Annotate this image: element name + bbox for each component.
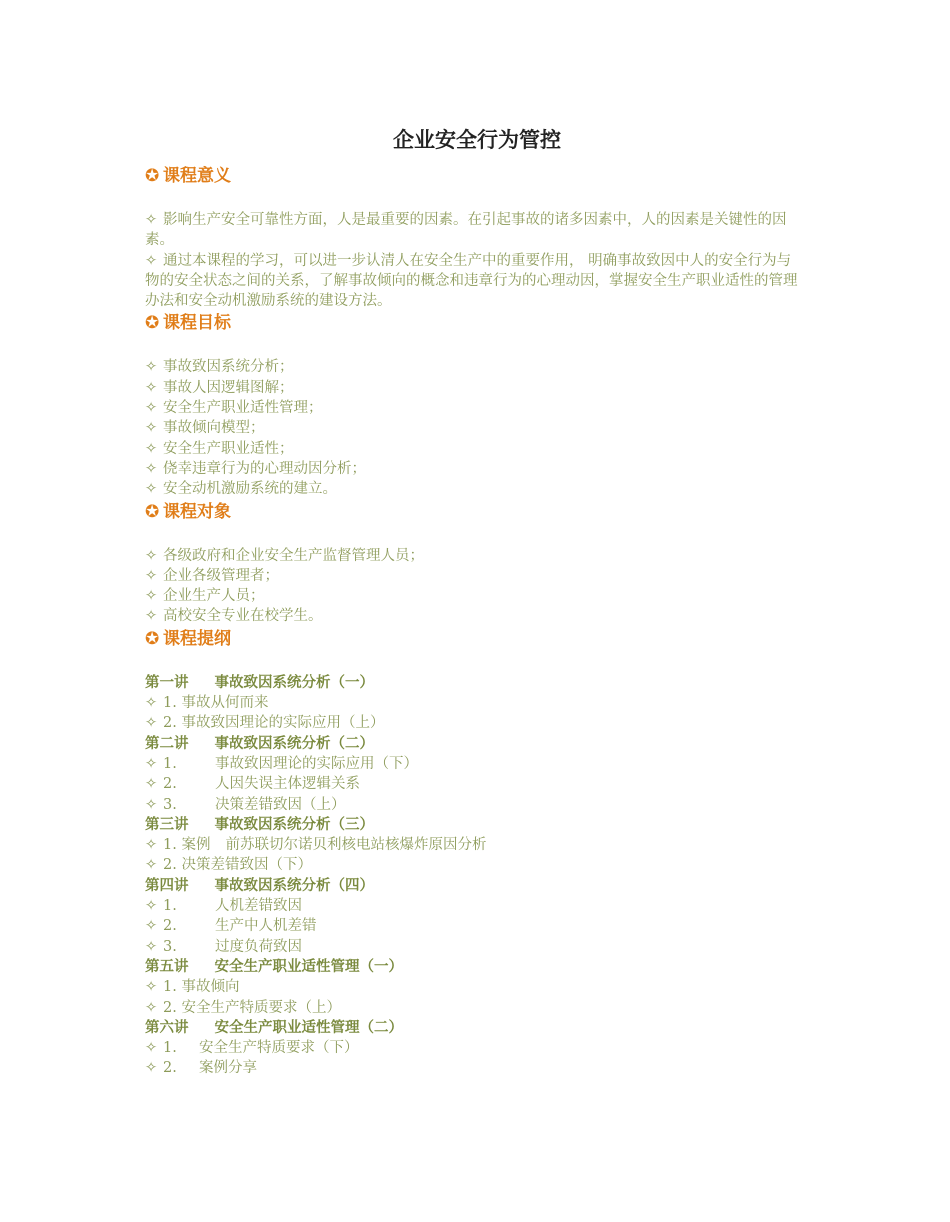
lecture-label: 第四讲 [145, 876, 189, 894]
diamond-icon: ✧ [145, 359, 158, 376]
diamond-icon: ✧ [145, 755, 158, 772]
audience-list [145, 546, 805, 627]
paragraph-text: 通过本课程的学习，可以进一步认清人在安全生产中的重要作用， 明确事故致因中人的安全行为与物的安全状态之间的关系，了解事故倾向的概念和违章行为的心理动因，掌握安全生产职业适性的管理办法和安全动机激励系统的建设方法。 [145, 252, 798, 310]
diamond-icon: ✧ [145, 1040, 158, 1057]
list-item [145, 586, 805, 606]
lecture-label: 第二讲 [145, 734, 189, 752]
section-heading-outline [145, 627, 805, 651]
lecture-heading [145, 1018, 805, 1038]
spacer [145, 335, 805, 357]
diamond-icon: ✧ [145, 979, 158, 996]
section-heading-label: 课程意义 [163, 166, 231, 186]
diamond-icon: ✧ [145, 212, 158, 228]
diamond-icon: ✧ [145, 918, 158, 935]
lecture-title: 安全生产职业适性管理（二） [214, 1018, 403, 1036]
paragraph [145, 210, 805, 251]
section-heading-label: 课程对象 [163, 501, 231, 522]
list-item-text: 事故倾向模型； [163, 420, 265, 437]
diamond-icon: ✧ [145, 938, 158, 955]
list-item-text: 事故人因逻辑图解； [163, 379, 294, 396]
list-item [145, 566, 805, 586]
lecture-title: 安全生产职业适性管理（一） [214, 957, 403, 975]
list-item [145, 398, 805, 418]
diamond-icon: ✧ [145, 898, 158, 915]
section-heading-audience [145, 500, 805, 524]
item-text: 决策差错致因（上） [215, 796, 346, 813]
list-item [145, 479, 805, 499]
item-number: 2. [163, 999, 177, 1016]
item-number: 3. [163, 796, 177, 813]
outline-item [145, 937, 805, 957]
outline-item [145, 977, 805, 997]
diamond-icon: ✧ [145, 1060, 158, 1077]
diamond-icon: ✧ [145, 379, 158, 396]
outline-item [145, 855, 805, 875]
list-item-text: 安全生产职业适性管理； [163, 400, 323, 417]
goals-list [145, 357, 805, 499]
item-text: 人因失误主体逻辑关系 [215, 776, 360, 793]
list-item [145, 439, 805, 459]
list-item-text: 高校安全专业在校学生。 [163, 608, 323, 625]
item-number: 2. [163, 1060, 177, 1077]
list-item [145, 357, 805, 377]
diamond-icon: ✧ [145, 857, 158, 874]
list-item [145, 378, 805, 398]
list-item [145, 546, 805, 566]
section-heading-goals [145, 311, 805, 335]
star-circle-icon: ✪ [145, 166, 160, 186]
document-title: 企业安全行为管控 [393, 127, 561, 152]
document-page [145, 124, 805, 1079]
item-text: 前苏联切尔诺贝利核电站核爆炸原因分析 [225, 837, 487, 854]
item-text: 人机差错致因 [215, 898, 302, 915]
diamond-icon: ✧ [145, 547, 158, 564]
item-prefix: 案例 [181, 837, 211, 854]
item-text: 安全生产特质要求（下） [199, 1040, 359, 1057]
item-text: 事故致因理论的实际应用（下） [215, 755, 418, 772]
diamond-icon: ✧ [145, 796, 158, 813]
lecture-heading [145, 673, 805, 693]
spacer [145, 188, 805, 210]
item-number: 1. [163, 979, 177, 996]
list-item-text: 事故致因系统分析； [163, 359, 294, 376]
list-item [145, 606, 805, 626]
list-item [145, 418, 805, 438]
section-heading-label: 课程目标 [163, 313, 231, 334]
item-number: 1. [163, 1040, 177, 1057]
item-number: 1. [163, 755, 177, 772]
outline-item [145, 795, 805, 815]
diamond-icon: ✧ [145, 440, 158, 457]
item-text: 过度负荷致因 [215, 938, 302, 955]
outline-item [145, 754, 805, 774]
item-text: 事故倾向 [181, 979, 240, 996]
spacer [145, 524, 805, 546]
star-circle-icon: ✪ [145, 313, 160, 334]
item-number: 2. [163, 857, 177, 874]
lecture-label: 第五讲 [145, 957, 189, 975]
item-number: 2. [163, 776, 177, 793]
outline-item [145, 835, 805, 855]
lecture-title: 事故致因系统分析（一） [214, 673, 374, 691]
lecture-label: 第一讲 [145, 673, 189, 691]
outline-item [145, 774, 805, 794]
diamond-icon: ✧ [145, 567, 158, 584]
diamond-icon: ✧ [145, 400, 158, 417]
outline-item [145, 713, 805, 733]
outline-list [145, 673, 805, 1079]
diamond-icon: ✧ [145, 420, 158, 437]
outline-item [145, 896, 805, 916]
lecture-heading [145, 957, 805, 977]
section-heading-label: 课程提纲 [163, 628, 231, 649]
star-circle-icon: ✪ [145, 501, 160, 522]
lecture-heading [145, 815, 805, 835]
diamond-icon: ✧ [145, 252, 158, 269]
diamond-icon: ✧ [145, 776, 158, 793]
section-heading-significance [145, 164, 805, 188]
item-text: 事故从何而来 [181, 695, 269, 712]
lecture-label: 第六讲 [145, 1018, 189, 1036]
spacer [145, 651, 805, 673]
outline-item [145, 1038, 805, 1058]
item-text: 决策差错致因（下） [181, 857, 312, 874]
diamond-icon: ✧ [145, 608, 158, 625]
paragraph [145, 251, 805, 312]
diamond-icon: ✧ [145, 837, 158, 854]
paragraph-text: 影响生产安全可靠性方面，人是最重要的因素。在引起事故的诸多因素中，人的因素是关键性的因素。 [145, 212, 787, 249]
list-item-text: 企业各级管理者； [163, 567, 279, 584]
item-number: 2. [163, 715, 177, 732]
outline-item [145, 1058, 805, 1078]
item-text: 生产中人机差错 [215, 918, 317, 935]
list-item-text: 侥幸违章行为的心理动因分析； [163, 460, 366, 477]
diamond-icon: ✧ [145, 695, 158, 712]
diamond-icon: ✧ [145, 715, 158, 732]
diamond-icon: ✧ [145, 588, 158, 605]
diamond-icon: ✧ [145, 460, 158, 477]
outline-item [145, 916, 805, 936]
item-number: 1. [163, 898, 177, 915]
lecture-heading [145, 876, 805, 896]
list-item-text: 安全生产职业适性； [163, 440, 294, 457]
item-text: 案例分享 [199, 1060, 257, 1077]
item-number: 1. [163, 837, 177, 854]
item-number: 1. [163, 695, 177, 712]
outline-item [145, 693, 805, 713]
star-circle-icon: ✪ [145, 628, 160, 649]
lecture-title: 事故致因系统分析（二） [214, 734, 374, 752]
lecture-title: 事故致因系统分析（四） [214, 876, 374, 894]
item-text: 事故致因理论的实际应用（上） [181, 715, 385, 732]
list-item [145, 459, 805, 479]
item-text: 安全生产特质要求（上） [181, 999, 341, 1016]
outline-item [145, 998, 805, 1018]
lecture-title: 事故致因系统分析（三） [214, 815, 374, 833]
list-item-text: 各级政府和企业安全生产监督管理人员； [163, 547, 424, 564]
list-item-text: 企业生产人员； [163, 588, 265, 605]
item-number: 3. [163, 938, 177, 955]
lecture-label: 第三讲 [145, 815, 189, 833]
list-item-text: 安全动机激励系统的建立。 [163, 481, 337, 498]
item-number: 2. [163, 918, 177, 935]
diamond-icon: ✧ [145, 999, 158, 1016]
diamond-icon: ✧ [145, 481, 158, 498]
lecture-heading [145, 734, 805, 754]
